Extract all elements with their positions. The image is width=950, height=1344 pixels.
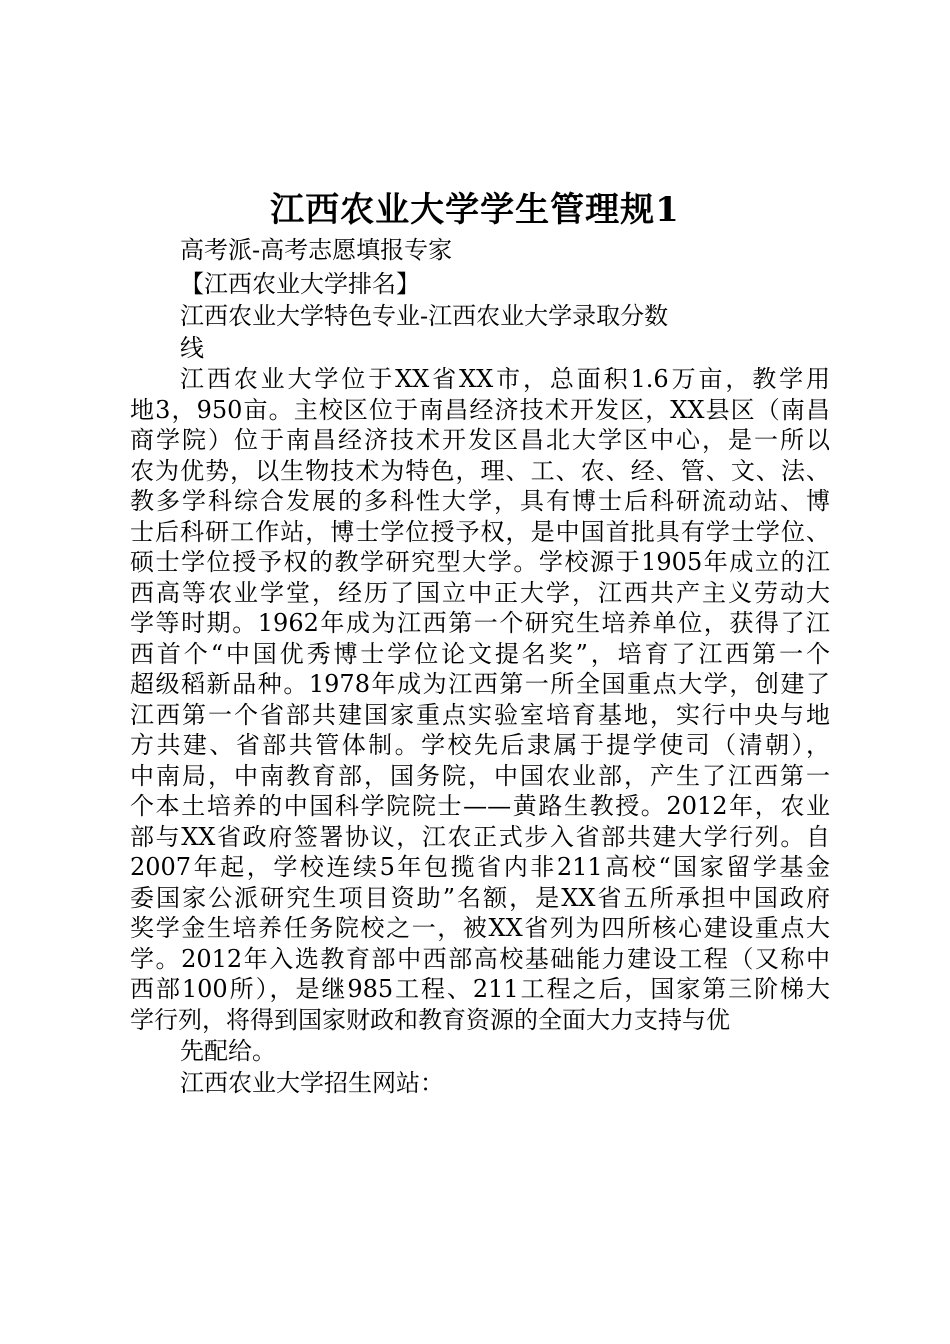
body-line: 江西农业大学位于XX省XX市，总面积1.6万亩，教学用: [180, 365, 830, 393]
body-line: 西首个“中国优秀博士学位论文提名奖”，培育了江西第一个: [130, 640, 830, 668]
header-line-site: 高考派-高考志愿填报专家: [180, 236, 453, 264]
document-title: 江西农业大学学生管理规1: [270, 190, 680, 230]
body-line: 方共建、省部共管体制。学校先后隶属于提学使司（清朝），: [130, 731, 830, 759]
body-line: 学行列，将得到国家财政和教育资源的全面大力支持与优: [130, 1006, 730, 1034]
body-line: 农为优势，以生物技术为特色，理、工、农、经、管、文、法、: [130, 457, 830, 485]
body-line: 委国家公派研究生项目资助”名额，是XX省五所承担中国政府: [130, 884, 830, 912]
body-line: 中南局，中南教育部，国务院，中国农业部，产生了江西第一: [130, 762, 830, 790]
header-line-ranking: 【江西农业大学排名】: [180, 270, 420, 298]
body-line: 个本土培养的中国科学院院士——黄路生教授。2012年，农业: [130, 792, 830, 820]
body-line: 江西第一个省部共建国家重点实验室培育基地，实行中央与地: [130, 701, 830, 729]
body-line: 商学院）位于南昌经济技术开发区昌北大学区中心，是一所以: [130, 426, 830, 454]
header-line-majors: 江西农业大学特色专业-江西农业大学录取分数: [180, 302, 669, 330]
body-line: 学等时期。1962年成为江西第一个研究生培养单位，获得了江: [130, 609, 830, 637]
admissions-website-label: 江西农业大学招生网站：: [180, 1069, 444, 1097]
body-line: 部与XX省政府签署协议，江农正式步入省部共建大学行列。自: [130, 823, 830, 851]
body-line: 超级稻新品种。1978年成为江西第一所全国重点大学，创建了: [130, 670, 830, 698]
body-line: 地3，950亩。主校区位于南昌经济技术开发区，XX县区（南昌: [130, 396, 830, 424]
body-line: 硕士学位授予权的教学研究型大学。学校源于1905年成立的江: [130, 548, 830, 576]
body-line: 西高等农业学堂，经历了国立中正大学，江西共产主义劳动大: [130, 579, 830, 607]
body-line: 学。2012年入选教育部中西部高校基础能力建设工程（又称中: [130, 945, 830, 973]
body-line: 奖学金生培养任务院校之一，被XX省列为四所核心建设重点大: [130, 914, 830, 942]
body-line: 教多学科综合发展的多科性大学，具有博士后科研流动站、博: [130, 487, 830, 515]
body-line: 西部100所），是继985工程、211工程之后，国家第三阶梯大: [130, 975, 830, 1003]
body-line: 2007年起，学校连续5年包揽省内非211高校“国家留学基金: [130, 853, 830, 881]
header-line-majors-cont: 线: [180, 334, 204, 362]
tail-line: 先配给。: [180, 1037, 276, 1065]
body-line: 士后科研工作站，博士学位授予权，是中国首批具有学士学位、: [130, 518, 830, 546]
